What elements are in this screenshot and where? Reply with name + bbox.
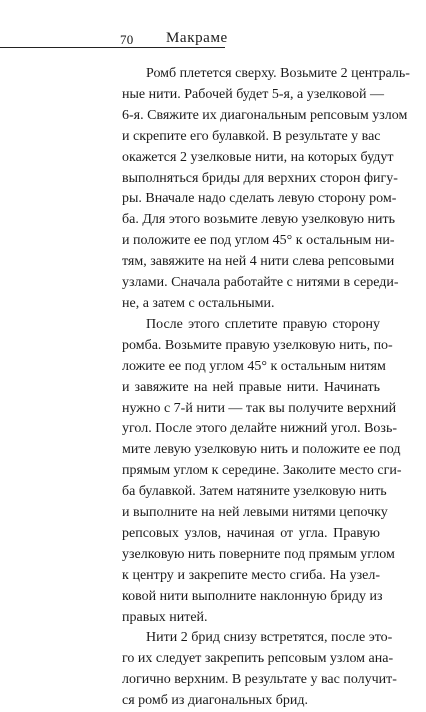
- text-line: и завяжите на ней правые нити. Начинать: [122, 379, 380, 395]
- text-line: ба. Для этого возьмите левую узелковую нить: [122, 212, 395, 228]
- text-line: нужно с 7-й нити — так вы получите верхний: [122, 400, 397, 416]
- text-line: репсовых узлов, начиная от угла. Правую: [122, 525, 380, 541]
- text-line: прямым углом к середине. Заколите место сги-: [122, 463, 402, 479]
- text-line: к центру и закрепите место сгиба. На узел-: [122, 567, 380, 583]
- paragraph-1: [122, 64, 410, 315]
- text-line: го их следует закрепить репсовым узлом ана-: [122, 651, 394, 667]
- text-line: ложите ее под углом 45° к остальным нитям: [122, 358, 386, 374]
- text-line: угол. После этого делайте нижний угол. Возь-: [122, 421, 398, 437]
- text-line: После этого сплетите правую сторону: [146, 316, 380, 332]
- text-line: окажется 2 узелковые нити, на которых будут: [122, 149, 394, 165]
- text-line: правых нитей.: [122, 609, 208, 625]
- text-line: 6-я. Свяжите их диагональным репсовым узлом: [122, 107, 408, 123]
- text-line: Ромб плетется сверху. Возьмите 2 централь-: [146, 66, 410, 81]
- text-line: и выполните на ней левыми нитями цепочку: [122, 505, 388, 521]
- text-line: ковой нити выполните наклонную бриду из: [122, 588, 383, 604]
- text-line: ся ромб из диагональных брид.: [122, 693, 308, 709]
- paragraph-3: [122, 628, 397, 712]
- text-line: ромба. Возьмите правую узелковую нить, по-: [122, 337, 393, 353]
- text-line: узелковую нить поверните под прямым углом: [122, 546, 395, 562]
- text-line: ба булавкой. Затем натяните узелковую нить: [122, 484, 387, 500]
- running-title: Макраме: [166, 30, 228, 46]
- text-line: логично верхним. В результате у вас получит-: [122, 672, 397, 688]
- header-rule: [0, 47, 225, 48]
- paragraph-2: [122, 315, 402, 629]
- text-line: и положите ее под углом 45° к остальным ни-: [122, 233, 395, 249]
- text-line: не, а затем с остальными.: [122, 295, 275, 311]
- text-line: Нити 2 брид снизу встретятся, после это-: [146, 630, 393, 646]
- page-number: 70: [120, 32, 134, 47]
- text-line: узлами. Сначала работайте с нитями в середи-: [122, 275, 399, 291]
- text-line: мите левую узелковую нить и положите ее под: [122, 442, 401, 458]
- text-line: выполняться бриды для верхних сторон фигу-: [122, 170, 398, 186]
- text-line: и скрепите его булавкой. В результате у вас: [122, 128, 381, 144]
- text-line: ные нити. Рабочей будет 5-я, а узелковой —: [122, 86, 385, 102]
- text-line: тям, завяжите на ней 4 нити слева репсовыми: [122, 254, 395, 270]
- running-header: [0, 30, 426, 50]
- text-line: ры. Вначале надо сделать левую сторону ром-: [122, 191, 397, 207]
- body-text: [122, 64, 410, 712]
